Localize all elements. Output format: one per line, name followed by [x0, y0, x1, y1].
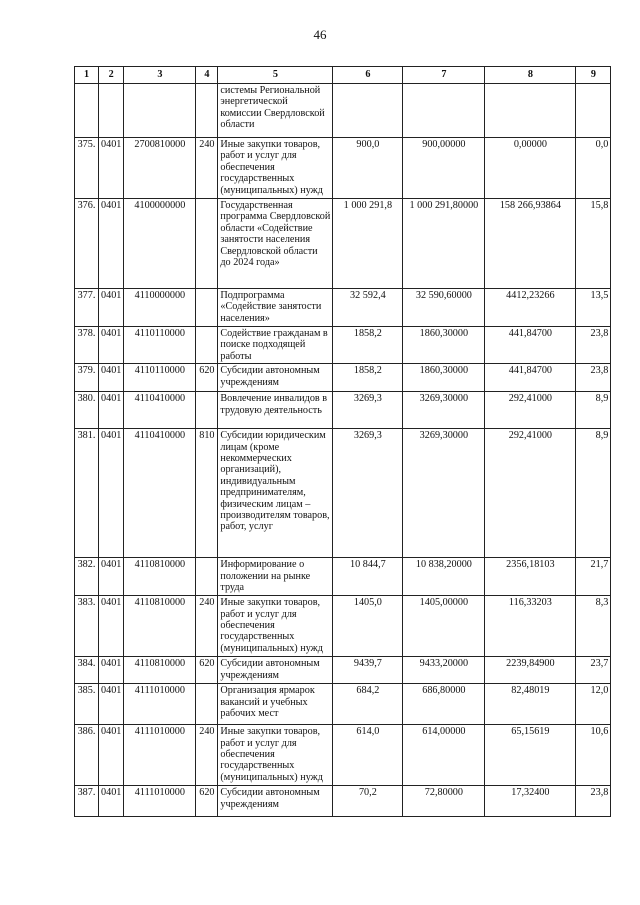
row-number: 382.: [75, 558, 99, 596]
table-row: [75, 725, 611, 786]
expense-type-code: 810: [196, 429, 218, 558]
plan-amount: 3269,3: [333, 429, 403, 558]
target-article-code: 4110410000: [124, 392, 196, 429]
table-row: [75, 657, 611, 684]
table-row: [75, 199, 611, 289]
item-name: Субсидии автономным учреждениям: [218, 364, 333, 392]
target-article-code: 4110810000: [124, 596, 196, 657]
target-article-code: 4110810000: [124, 657, 196, 684]
column-header: 8: [485, 67, 576, 84]
column-header: 9: [576, 67, 611, 84]
refined-amount: 9433,20000: [403, 657, 485, 684]
section-code: 0401: [99, 684, 124, 725]
section-code: 0401: [99, 558, 124, 596]
target-article-code: 4110000000: [124, 289, 196, 327]
item-name: Субсидии автономным учреждениям: [218, 786, 333, 817]
column-header: 7: [403, 67, 485, 84]
expense-type-code: 620: [196, 786, 218, 817]
column-header: 5: [218, 67, 333, 84]
execution-percent: 0,0: [576, 138, 611, 199]
executed-amount: 4412,23266: [485, 289, 576, 327]
executed-amount: 441,84700: [485, 364, 576, 392]
refined-amount: 32 590,60000: [403, 289, 485, 327]
expense-type-code: 240: [196, 725, 218, 786]
column-header: 2: [99, 67, 124, 84]
executed-amount: [485, 84, 576, 138]
row-number: 380.: [75, 392, 99, 429]
executed-amount: 441,84700: [485, 327, 576, 364]
refined-amount: 900,00000: [403, 138, 485, 199]
target-article-code: 2700810000: [124, 138, 196, 199]
table-row: [75, 786, 611, 817]
execution-percent: 23,8: [576, 364, 611, 392]
section-code: 0401: [99, 429, 124, 558]
row-number: 378.: [75, 327, 99, 364]
target-article-code: 4110110000: [124, 364, 196, 392]
section-code: 0401: [99, 364, 124, 392]
plan-amount: 1 000 291,8: [333, 199, 403, 289]
section-code: 0401: [99, 786, 124, 817]
item-name: Информирование о положении на рынке труда: [218, 558, 333, 596]
row-number: 387.: [75, 786, 99, 817]
section-code: 0401: [99, 392, 124, 429]
header-row: [75, 67, 611, 84]
expense-type-code: [196, 558, 218, 596]
executed-amount: 116,33203: [485, 596, 576, 657]
table-row: [75, 429, 611, 558]
expense-type-code: 620: [196, 364, 218, 392]
row-number: 385.: [75, 684, 99, 725]
column-header: 1: [75, 67, 99, 84]
row-number: 383.: [75, 596, 99, 657]
execution-percent: 21,7: [576, 558, 611, 596]
plan-amount: 9439,7: [333, 657, 403, 684]
item-name: Иные закупки товаров, работ и услуг для обеспечения государственных (муниципальных) нужд: [218, 138, 333, 199]
expense-type-code: [196, 327, 218, 364]
expense-type-code: 620: [196, 657, 218, 684]
table-row: [75, 558, 611, 596]
section-code: 0401: [99, 199, 124, 289]
plan-amount: 684,2: [333, 684, 403, 725]
table-row: [75, 392, 611, 429]
target-article-code: 4111010000: [124, 725, 196, 786]
execution-percent: 23,7: [576, 657, 611, 684]
execution-percent: 8,9: [576, 429, 611, 558]
section-code: 0401: [99, 657, 124, 684]
execution-percent: 13,5: [576, 289, 611, 327]
target-article-code: 4110810000: [124, 558, 196, 596]
expense-type-code: [196, 289, 218, 327]
execution-percent: 23,8: [576, 786, 611, 817]
plan-amount: 1858,2: [333, 364, 403, 392]
plan-amount: 10 844,7: [333, 558, 403, 596]
item-name: Иные закупки товаров, работ и услуг для обеспечения государственных (муниципальных) нужд: [218, 596, 333, 657]
column-header: 6: [333, 67, 403, 84]
section-code: [99, 84, 124, 138]
plan-amount: 3269,3: [333, 392, 403, 429]
executed-amount: 292,41000: [485, 429, 576, 558]
target-article-code: 4110110000: [124, 327, 196, 364]
refined-amount: 686,80000: [403, 684, 485, 725]
plan-amount: 70,2: [333, 786, 403, 817]
execution-percent: 8,9: [576, 392, 611, 429]
item-name: Субсидии автономным учреждениям: [218, 657, 333, 684]
target-article-code: 4100000000: [124, 199, 196, 289]
expense-type-code: [196, 392, 218, 429]
execution-percent: 12,0: [576, 684, 611, 725]
item-name: Государственная программа Свердловской области «Содействие занятости населения Свердловской области до 2024 года»: [218, 199, 333, 289]
plan-amount: 1405,0: [333, 596, 403, 657]
column-header: 4: [196, 67, 218, 84]
item-name: Подпрограмма «Содействие занятости населения»: [218, 289, 333, 327]
item-name: Вовлечение инвалидов в трудовую деятельность: [218, 392, 333, 429]
executed-amount: 17,32400: [485, 786, 576, 817]
table-row: [75, 684, 611, 725]
section-code: 0401: [99, 327, 124, 364]
plan-amount: 32 592,4: [333, 289, 403, 327]
refined-amount: 72,80000: [403, 786, 485, 817]
row-number: 386.: [75, 725, 99, 786]
table-row: [75, 289, 611, 327]
refined-amount: 3269,30000: [403, 392, 485, 429]
row-number: 376.: [75, 199, 99, 289]
executed-amount: 2239,84900: [485, 657, 576, 684]
refined-amount: 1405,00000: [403, 596, 485, 657]
section-code: 0401: [99, 289, 124, 327]
column-header: 3: [124, 67, 196, 84]
section-code: 0401: [99, 138, 124, 199]
item-name: системы Региональной энергетической комиссии Свердловской области: [218, 84, 333, 138]
row-number: [75, 84, 99, 138]
executed-amount: 65,15619: [485, 725, 576, 786]
section-code: 0401: [99, 725, 124, 786]
row-number: 384.: [75, 657, 99, 684]
executed-amount: 82,48019: [485, 684, 576, 725]
execution-percent: 15,8: [576, 199, 611, 289]
page-number: 46: [313, 27, 327, 42]
expense-type-code: 240: [196, 596, 218, 657]
item-name: Субсидии юридическим лицам (кроме некоммерческих организаций), индивидуальным предпринимателям, физическим лицам – производителям товаров, работ, услуг: [218, 429, 333, 558]
execution-percent: 8,3: [576, 596, 611, 657]
refined-amount: [403, 84, 485, 138]
plan-amount: 900,0: [333, 138, 403, 199]
budget-table: [74, 66, 611, 817]
row-number: 379.: [75, 364, 99, 392]
target-article-code: 4111010000: [124, 684, 196, 725]
target-article-code: [124, 84, 196, 138]
row-number: 381.: [75, 429, 99, 558]
expense-type-code: [196, 199, 218, 289]
executed-amount: 0,00000: [485, 138, 576, 199]
refined-amount: 1860,30000: [403, 364, 485, 392]
executed-amount: 158 266,93864: [485, 199, 576, 289]
plan-amount: [333, 84, 403, 138]
plan-amount: 1858,2: [333, 327, 403, 364]
executed-amount: 2356,18103: [485, 558, 576, 596]
section-code: 0401: [99, 596, 124, 657]
table-row: [75, 327, 611, 364]
target-article-code: 4111010000: [124, 786, 196, 817]
execution-percent: 23,8: [576, 327, 611, 364]
refined-amount: 3269,30000: [403, 429, 485, 558]
execution-percent: [576, 84, 611, 138]
table-row: [75, 84, 611, 138]
expense-type-code: [196, 84, 218, 138]
target-article-code: 4110410000: [124, 429, 196, 558]
refined-amount: 614,00000: [403, 725, 485, 786]
refined-amount: 1860,30000: [403, 327, 485, 364]
item-name: Организация ярмарок вакансий и учебных рабочих мест: [218, 684, 333, 725]
table-row: [75, 364, 611, 392]
item-name: Содействие гражданам в поиске подходящей работы: [218, 327, 333, 364]
refined-amount: 10 838,20000: [403, 558, 485, 596]
execution-percent: 10,6: [576, 725, 611, 786]
expense-type-code: [196, 684, 218, 725]
expense-type-code: 240: [196, 138, 218, 199]
plan-amount: 614,0: [333, 725, 403, 786]
executed-amount: 292,41000: [485, 392, 576, 429]
refined-amount: 1 000 291,80000: [403, 199, 485, 289]
row-number: 375.: [75, 138, 99, 199]
item-name: Иные закупки товаров, работ и услуг для обеспечения государственных (муниципальных) нужд: [218, 725, 333, 786]
table-row: [75, 138, 611, 199]
row-number: 377.: [75, 289, 99, 327]
table-row: [75, 596, 611, 657]
